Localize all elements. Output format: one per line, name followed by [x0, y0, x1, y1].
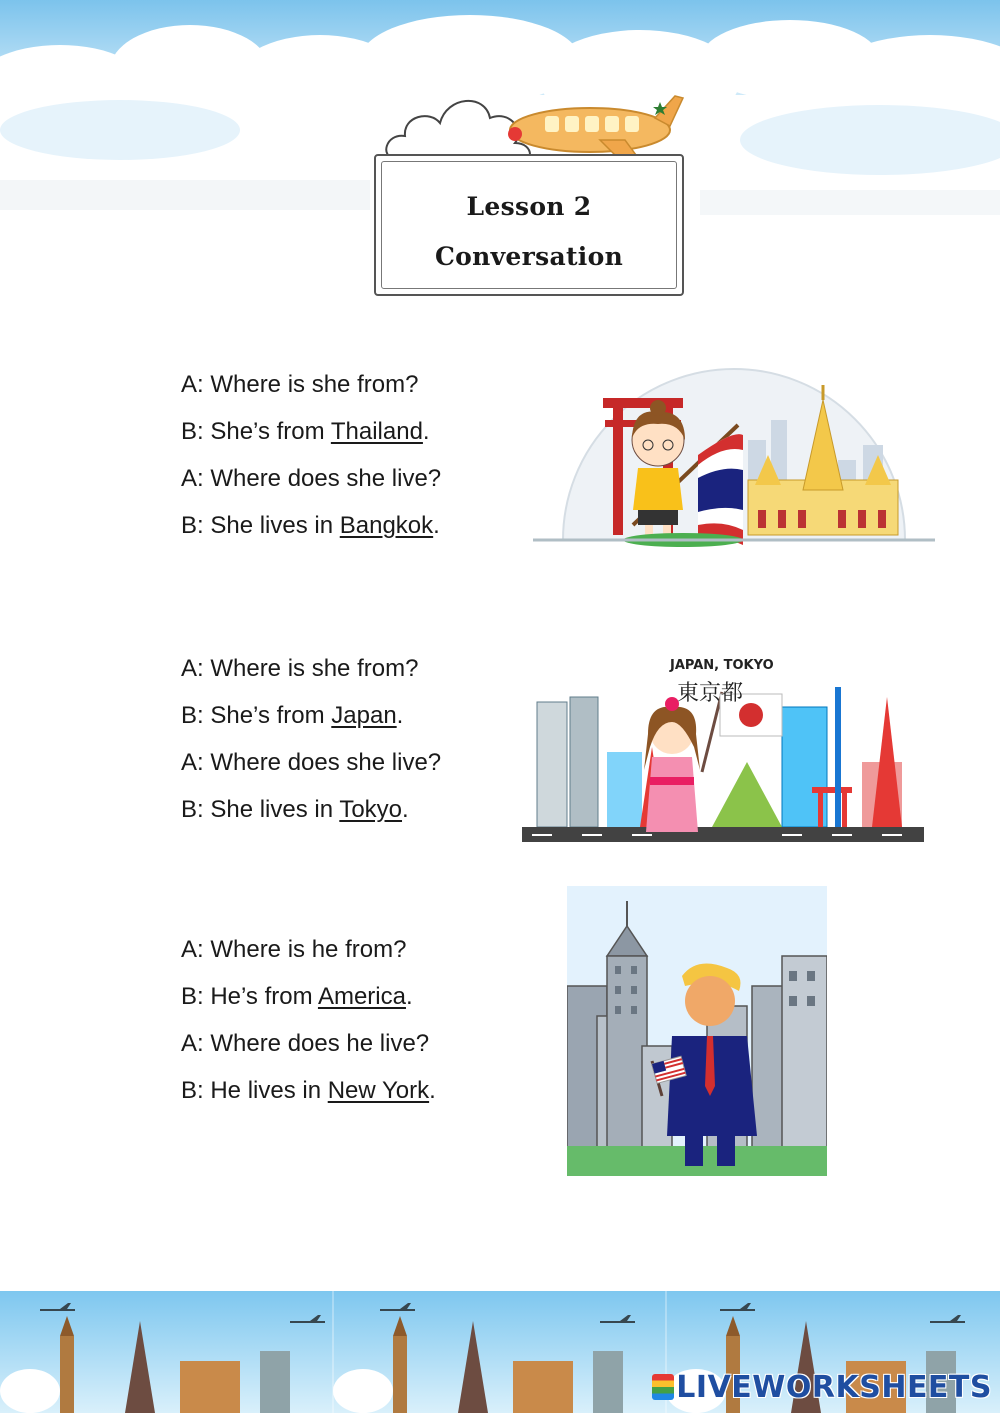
dialogue-line: B: She’s from Thailand. — [181, 418, 430, 445]
image-kanji: 東京都 — [677, 681, 744, 706]
dialogue-line: A: Where does she live? — [181, 749, 442, 776]
liveworksheets-watermark: LIVEWORKSHEETS — [652, 1370, 992, 1405]
dialogue-thailand — [181, 370, 511, 558]
answer-country: Japan — [331, 702, 397, 729]
answer-city: New York — [327, 1077, 430, 1104]
answer-city: Tokyo — [339, 796, 403, 823]
lesson-subtitle: Conversation — [434, 242, 624, 271]
answer-city: Bangkok — [339, 512, 434, 539]
image-caption: JAPAN, TOKYO — [670, 658, 774, 673]
dialogue-america — [181, 935, 511, 1123]
dialogue-line: A: Where is she from? — [181, 371, 419, 398]
dialogue-line: B: She’s from Japan. — [181, 702, 404, 729]
liveworksheets-logo-icon — [652, 1374, 674, 1400]
thailand-illustration — [533, 360, 935, 552]
answer-country: Thailand — [330, 418, 423, 445]
answer-country: America — [317, 983, 406, 1010]
dialogue-line: A: Where does she live? — [181, 465, 442, 492]
japan-illustration — [522, 652, 924, 857]
dialogue-line: B: He’s from America. — [181, 983, 413, 1010]
dialogue-japan — [181, 654, 511, 842]
title-card — [374, 154, 684, 296]
new-york-illustration — [567, 886, 827, 1176]
dialogue-line: B: She lives in Bangkok. — [181, 512, 440, 539]
dialogue-line: B: He lives in New York. — [181, 1077, 436, 1104]
dialogue-line: B: She lives in Tokyo. — [181, 796, 409, 823]
dialogue-line: A: Where does he live? — [181, 1030, 430, 1057]
dialogue-line: A: Where is she from? — [181, 655, 419, 682]
dialogue-line: A: Where is he from? — [181, 936, 407, 963]
lesson-title: Lesson 2 — [466, 192, 592, 221]
